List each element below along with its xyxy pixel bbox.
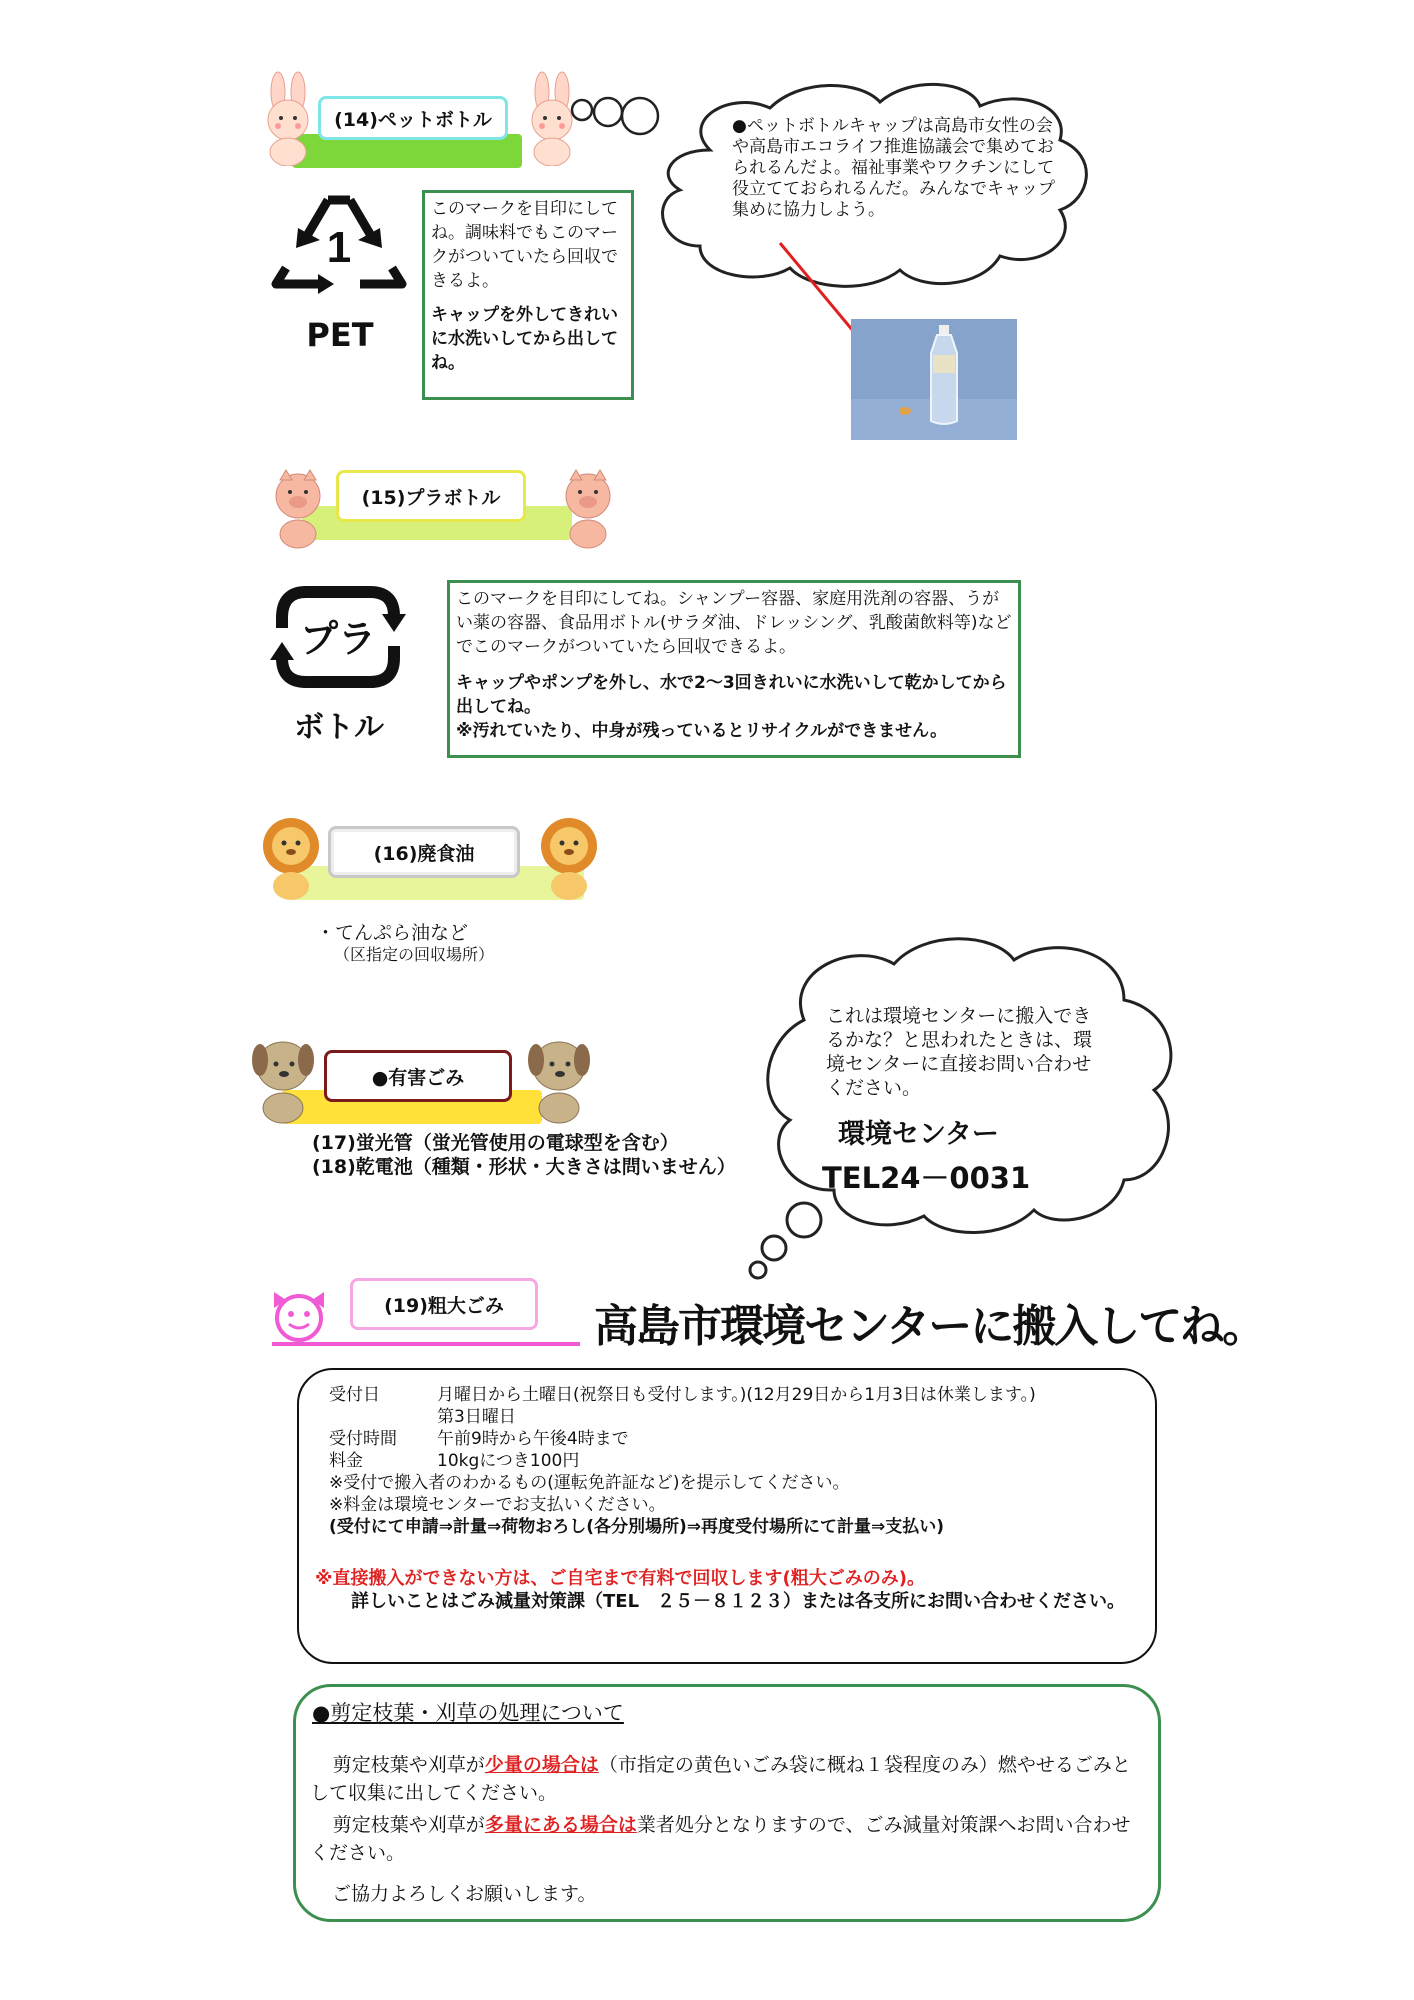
bulky-row-1 — [329, 1384, 1036, 1406]
bulky-info-box — [297, 1368, 1157, 1664]
bulky-note-1: ※受付で搬入者のわかるもの(運転免許証など)を提示してください。 — [329, 1473, 850, 1493]
girl-face-icon — [266, 1282, 332, 1344]
bottle-photo — [851, 319, 1017, 440]
pla-info-box — [447, 580, 1021, 758]
dog-icon-right — [522, 1030, 596, 1126]
bulky-row-3-value: 午前9時から午後4時まで — [437, 1429, 629, 1449]
sec19-headline: 高島市環境センターに搬入してね。 — [594, 1301, 1265, 1352]
bulky-row-2 — [329, 1406, 516, 1428]
cloud-cap-text: ●ペットボトルキャップは高島市女性の会や高島市エコライフ推進協議会で集めておられるんだよ。福祉事業やワクチンにして役立てておられるんだ。みんなでキャップ集めに協力しよう。 — [732, 116, 1055, 220]
pruning-p1-b: （市指定の黄色いごみ袋に概ね１袋程度のみ）燃やせるごみとして収集に出してください。 — [310, 1754, 1131, 1804]
hazard-line2: (18)乾電池（種類・形状・大きさは問いません） — [312, 1156, 736, 1178]
pruning-p1-red: 少量の場合は — [484, 1754, 599, 1776]
pet-mark-number: 1 — [326, 223, 352, 272]
pruning-box — [293, 1684, 1161, 1922]
bulky-row-4 — [329, 1450, 579, 1472]
hazard-title: ●有害ごみ — [324, 1050, 512, 1102]
bulky-note-2: ※料金は環境センターでお支払いください。 — [329, 1495, 666, 1515]
sec14-title: (14)ペットボトル — [318, 96, 508, 140]
rabbit-icon-left — [256, 70, 320, 166]
bulky-row-3-label: 受付時間 — [329, 1429, 397, 1449]
lion-icon-right — [534, 816, 604, 902]
pla-info-p2: キャップやポンプを外し、水で2～3回きれいに水洗いして乾かしてから出してね。 — [456, 673, 1007, 717]
bulky-row-1-value: 月曜日から土曜日(祝祭日も受付します。)(12月29日から1月3日は休業します。) — [437, 1385, 1036, 1405]
bulky-row-2-value: 第3日曜日 — [437, 1407, 516, 1427]
lion-icon-left — [256, 816, 326, 902]
center-tel: TEL24－0031 — [822, 1161, 1031, 1195]
sec19-title: (19)粗大ごみ — [350, 1278, 538, 1330]
center-name: 環境センター — [838, 1119, 999, 1150]
bottle-icon — [851, 319, 1017, 440]
pruning-title: ●剪定枝葉・刈草の処理について — [312, 1701, 624, 1725]
pla-recycle-icon — [266, 578, 410, 696]
sec16-title: (16)廃食油 — [328, 826, 520, 878]
bulky-flow: (受付にて申請⇒計量⇒荷物おろし(各分別場所)⇒再度受付場所にて計量⇒支払い) — [329, 1517, 945, 1537]
pruning-p2 — [310, 1811, 1146, 1867]
pet-recycle-icon — [268, 188, 410, 306]
pig-icon-right — [556, 466, 620, 550]
pet-info-p1: このマークを目印にしてね。調味料でもこのマークがついていたら回収できるよ。 — [431, 199, 618, 291]
dog-icon-left — [246, 1030, 320, 1126]
pla-info-p3: ※汚れていたり、中身が残っているとリサイクルができません。 — [456, 721, 948, 741]
sec15-title: (15)プラボトル — [336, 470, 526, 522]
pruning-p3: ご協力よろしくお願いします。 — [332, 1883, 597, 1905]
bulky-contact: 詳しいことはごみ減量対策課（TEL ２５－８１２３）または各支所にお問い合わせください。 — [351, 1591, 1126, 1612]
bulky-row-4-label: 料金 — [329, 1451, 363, 1471]
pig-icon-left — [266, 466, 330, 550]
pla-mark-label: ボトル — [294, 710, 384, 745]
pruning-p2-red: 多量にある場合は — [484, 1814, 637, 1836]
pet-mark-label: PET — [306, 316, 374, 354]
pruning-p2-b: 業者処分となりますので、ごみ減量対策課へお問い合わせください。 — [310, 1814, 1131, 1864]
bulky-row-3 — [329, 1428, 629, 1450]
pla-info-p1: このマークを目印にしてね。シャンプー容器、家庭用洗剤の容器、うがい薬の容器、食品用ボトル(サラダ油、ドレッシング、乳酸菌飲料等)などでこのマークがついていたら回収できるよ。 — [456, 589, 1012, 657]
oil-item: ・てんぷら油など — [316, 922, 469, 944]
thought-cloud-center — [744, 930, 1184, 1290]
bulky-row-4-value: 10kgにつき100円 — [437, 1451, 580, 1471]
pet-info-p2: キャップを外してきれいに水洗いしてから出してね。 — [431, 305, 618, 373]
hazard-line1: (17)蛍光管（蛍光管使用の電球型を含む） — [312, 1132, 679, 1154]
pruning-p2-a: 剪定枝葉や刈草が — [332, 1814, 485, 1836]
center-cloud-text: これは環境センターに搬入できるかな？と思われたときは、環境センターに直接お問い合わせください。 — [826, 1005, 1093, 1099]
pruning-p1 — [310, 1751, 1146, 1807]
bulky-red-note: ※直接搬入ができない方は、ご自宅まで有料で回収します(粗大ごみのみ)。 — [315, 1568, 925, 1589]
pla-mark-inner: プラ — [299, 617, 377, 661]
oil-note: （区指定の回収場所） — [334, 945, 495, 964]
pruning-p1-a: 剪定枝葉や刈草が — [332, 1754, 485, 1776]
bulky-row-1-label: 受付日 — [329, 1385, 380, 1405]
